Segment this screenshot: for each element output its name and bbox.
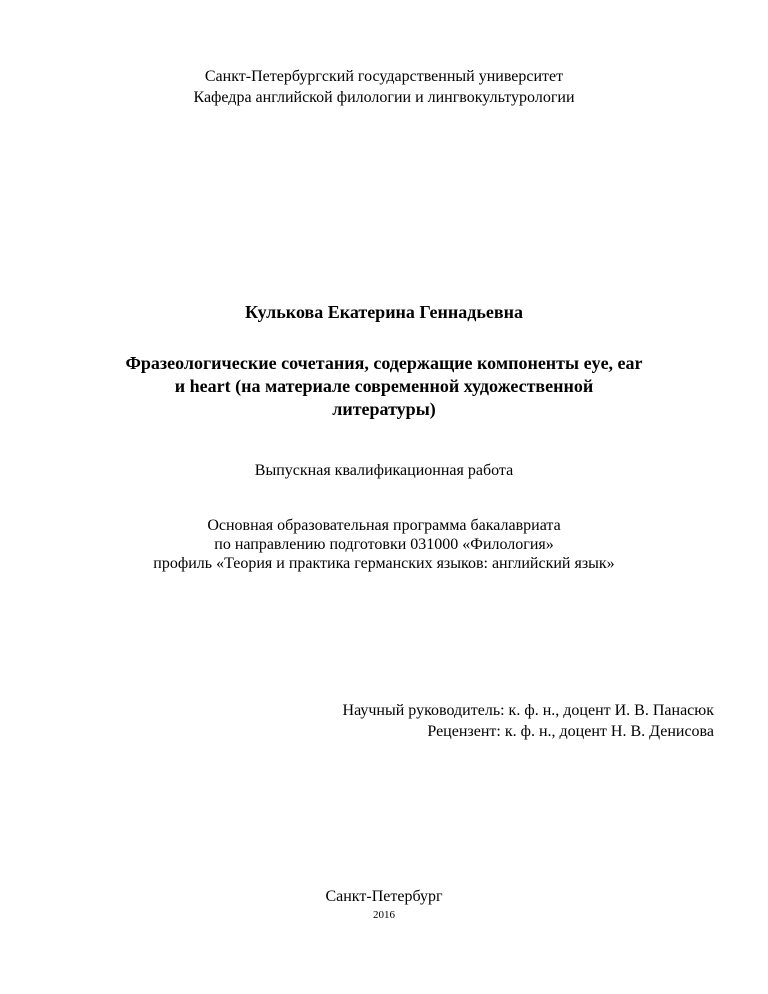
thesis-title-line: Фразеологические сочетания, содержащие компоненты eye, ear	[125, 353, 643, 373]
reviewer: Рецензент: к. ф. н., доцент Н. В. Денисова	[427, 723, 714, 740]
work-type: Выпускная квалификационная работа	[254, 462, 514, 479]
thesis-title-line: литературы)	[332, 399, 436, 419]
year: 2016	[373, 909, 395, 921]
program-line: по направлению подготовки 031000 «Филология»	[214, 536, 554, 553]
supervisor: Научный руководитель: к. ф. н., доцент И. В. Панасюк	[342, 702, 714, 719]
thesis-title-line: и heart (на материале современной художественной	[174, 376, 594, 396]
program-info	[0, 516, 768, 573]
thesis-title	[0, 352, 768, 421]
university-name: Санкт-Петербургский государственный университет	[204, 68, 564, 85]
author-name: Кулькова Екатерина Геннадьевна	[245, 302, 523, 322]
university-header	[0, 66, 768, 108]
program-line: профиль «Теория и практика германских языков: английский язык»	[153, 555, 615, 572]
city-year	[0, 886, 768, 922]
supervision-info	[343, 700, 714, 742]
program-line: Основная образовательная программа бакалавриата	[207, 517, 561, 534]
department-name: Кафедра английской филологии и лингвокультурологии	[193, 89, 575, 106]
city: Санкт-Петербург	[325, 888, 443, 905]
